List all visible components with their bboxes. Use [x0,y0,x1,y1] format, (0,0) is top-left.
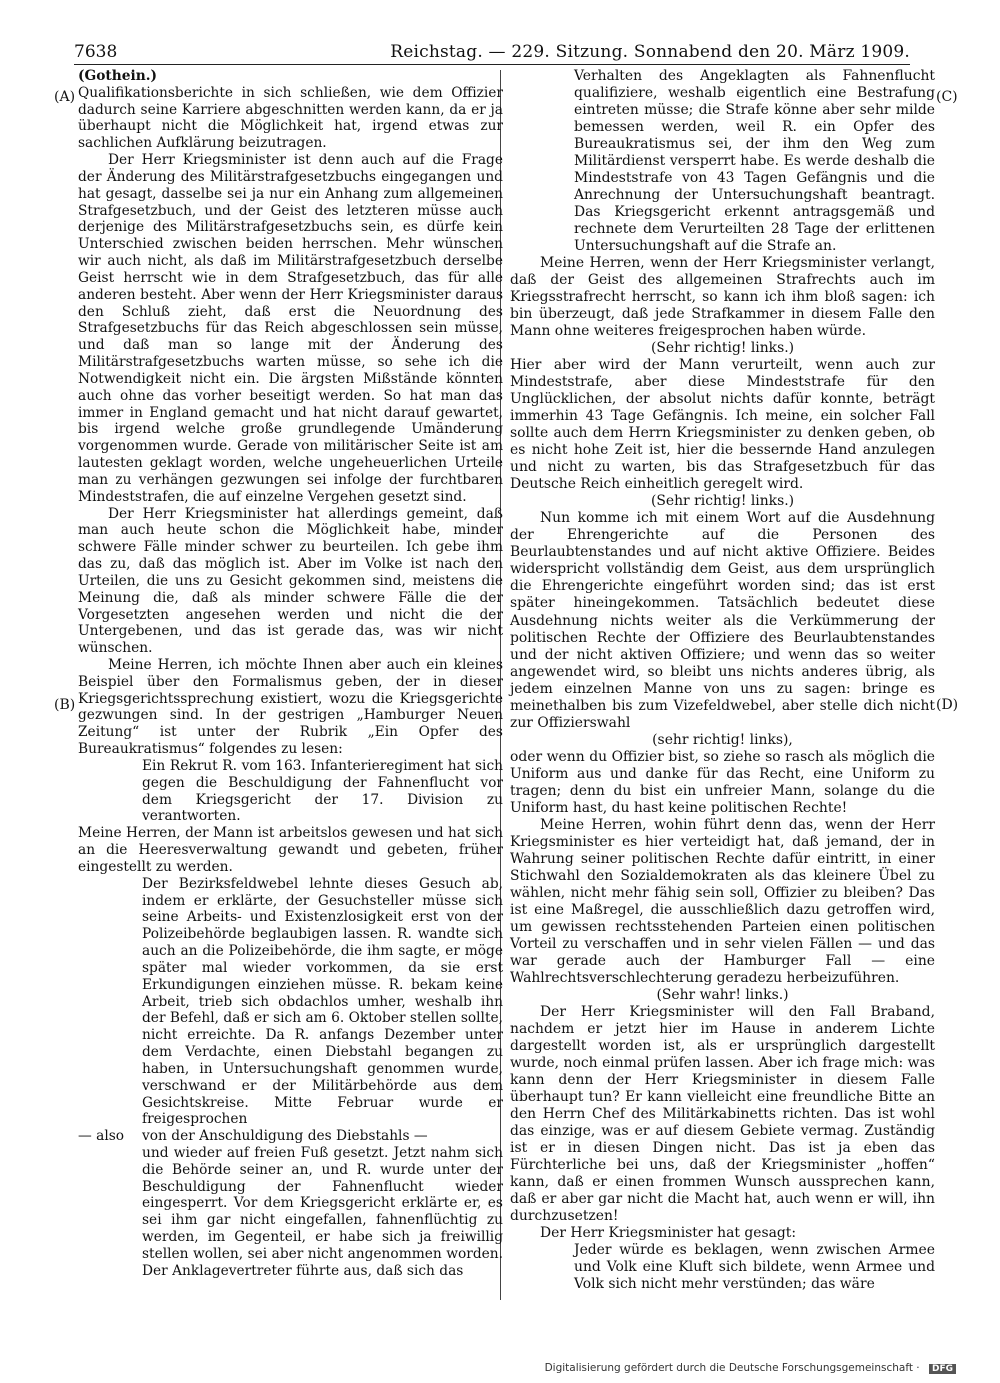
quote: Verhalten des Angeklagten als Fahnenflucht qualifiziere, weshalb eigentlich eine Bestrafung eintreten müsse; die Strafe könne aber sehr milde bemessen werden, weil R. ein Opfer des Bureaukratismus sei, der ihm den Weg zum Militärdienst versperrt habe. Es werde deshalb die Mindeststrafe von 43 Tagen Gefängnis und die Anrechnung der Untersuchungshaft beantragt. Das Kriegsgericht erkennt antragsgemäß und rechnete dem Verurteilten 28 Tage der erlittenen Untersuchungshaft auf die Strafe an. [574,68,935,255]
quote-lead: — also [78,1128,125,1145]
interjection: (sehr richtig! links), [652,731,793,748]
paragraph: Der Herr Kriegsminister ist denn auch auf die Frage der Änderung des Militärstrafgesetzbuchs eingegangen und hat gesagt, dasselbe sei ja nur ein Anhang zum allgemeinen Strafgesetzbuch, und der Geist des letzteren müsse auch derjenige des Militärstrafgesetzbuchs sein, es dürfe kein Unterschied zwischen beiden herrschen. Mehr wünschen wir auch nicht, als daß im Militärstrafgesetzbuch derselbe Geist herrscht wie in dem Strafgesetzbuch, das für alle anderen besteht. Aber wenn der Herr Kriegsminister daraus den Schluß zieht, daß erst die Neuordnung des Strafgesetzbuchs für das Reich abgeschlossen sein müsse, und daß man so lange mit der Änderung des Militärstrafgesetzbuchs warten müsse, so sehe ich die Notwendigkeit nicht ein. Die ärgsten Mißstände könnten auch ohne das vorher beseitigt werden. So hat man das immer in England gemacht und hat nicht darauf gewartet, bis irgend welche große grundlegende Umänderung vorgenommen wurde. Gerade von militärischer Seite ist am lautesten geklagt worden, welche ungeheuerlichen Urteile man zu verhängen gezwungen sei infolge der furchtbaren Mindeststrafen, die auf einzelne Vergehen gesetzt sind. [78,152,503,505]
credit-text: Digitalisierung gefördert durch die Deutsche Forschungsgemeinschaft · [544,1362,920,1374]
quote-interjection [78,1128,503,1145]
interjection: (Sehr wahr! links.) [656,986,789,1003]
paragraph: oder wenn du Offizier bist, so ziehe so rasch als möglich die Uniform aus und danke für das Recht, eine Uniform zu tragen; denn du bist ein unfreier Mann, solange du die Uniform hast, du hast keine politischen Rechte! [510,748,935,816]
digitization-credit [545,1362,956,1374]
quote: Jeder würde es beklagen, wenn zwischen Armee und Volk eine Kluft sich bildete, wenn Armee und Volk sich nicht mehr verstünden; das wäre [574,1242,935,1293]
paragraph: Meine Herren, wenn der Herr Kriegsminister verlangt, daß der Geist des allgemeinen Strafrechts auch im Kriegsstrafrecht herrscht, so kann ich ihm bloß sagen: ich bin überzeugt, daß jede Strafkammer in diesem Falle den Mann ohne weiteres freigesprochen haben würde. [510,255,935,340]
quote: von der Anschuldigung des Diebstahls — [142,1128,428,1145]
left-column [78,68,503,1280]
speaker-label: (Gothein.) [78,68,158,84]
margin-marker-b: (B) [54,697,76,713]
paragraph: Nun komme ich mit einem Wort auf die Ausdehnung der Ehrengerichte auf die Personen des Beurlaubtenstandes und auf nicht aktive Offiziere. Beides widerspricht vollständig dem Geist, aus dem ursprünglich die Ehrengerichte eingeführt worden sind; das ist erst später hineingekommen. Tatsächlich bedeutet diese Ausdehnung nichts weiter als die Verkümmerung der politischen Rechte der Offiziere des Beurlaubtenstandes und der nicht aktiven Offiziere; und wenn das so weiter angewendet wird, so bleibt uns nichts anderes übrig, als jedem einzelnen Manne von uns zu sagen: bringe es meinethalben bis zum Vizefeldwebel, aber stelle dich nicht zur Offizierswahl [510,510,935,731]
quote: Ein Rekrut R. vom 163. Infanterieregiment hat sich gegen die Beschuldigung der Fahnenflucht vor dem Kriegsgericht der 17. Division zu verantworten. [142,757,503,825]
margin-marker-d: (D) [936,697,959,713]
right-column [510,68,935,1293]
interjection: (Sehr richtig! links.) [650,493,795,510]
quote: Der Bezirksfeldwebel lehnte dieses Gesuch ab, indem er erklärte, der Gesuchsteller müsse sich seine Arbeits- und Existenzlosigkeit erst von der Polizeibehörde beglaubigen lassen. R. wandte sich auch an die Polizeibehörde, die ihm sagte, er möge später mal wieder vorkommen, da sie erst Erkundigungen einziehen müsse. R. bekam keine Arbeit, trieb sich obdachlos umher, weshalb ihn der Befehl, daß er sich am 6. Oktober stellen sollte, nicht erreichte. Da R. anfangs Dezember unter dem Verdachte, einen Diebstahl begangen zu haben, in Untersuchungshaft genommen wurde, verschwand er der Militärbehörde aus dem Gesichtskreise. Mitte Februar wurde er freigesprochen [142,875,503,1128]
page-header [74,42,910,66]
paragraph: Meine Herren, ich möchte Ihnen aber auch ein kleines Beispiel über den Formalismus geben, der in dieser Kriegsgerichtssprechung existiert, wozu die Kriegsgerichte gezwungen sind. In der gestrigen „Hamburger Neuen Zeitung“ ist unter der Rubrik „Ein Opfer des Bureaukratismus“ folgendes zu lesen: [78,656,503,758]
paragraph: Meine Herren, wohin führt denn das, wenn der Herr Kriegsminister es hier verteidigt hat, daß jemand, der in Wahrung seiner politischen Rechte dafür eintritt, in einer Stichwahl den Sozialdemokraten als das kleinere Übel zu wählen, nicht mehr fähig sein soll, Offizier zu bleiben? Das ist eine Maßregel, die ausschließlich dazu getroffen wird, um gewissen rechtsstehenden Parteien einen politischen Vorteil zu verschaffen und in sehr vielen Fällen — und das war gerade auch der Hamburger Fall — eine Wahlrechtsverschlechterung geradezu herbeizuführen. [510,816,935,986]
margin-marker-a: (A) [54,89,76,105]
interjection: (Sehr richtig! links.) [650,340,795,357]
paragraph: Der Herr Kriegsminister hat allerdings gemeint, daß man auch heute schon die Möglichkeit habe, minder schwere Fälle minder schwer zu beurteilen. Ich gebe ihm das zu, daß das möglich ist. Aber im Volke ist nach den Urteilen, die uns zu Gesicht gekommen sind, meistens die Meinung die, daß als minder schwere Fälle die der Vorgesetzten angesehen werden und nicht die der Untergebenen, und das ist gerade das, was wir nicht wünschen. [78,505,503,657]
paragraph: Meine Herren, der Mann ist arbeitslos gewesen und hat sich an die Heeresverwaltung gewandt und gebeten, früher eingestellt zu werden. [78,825,503,875]
header-rule [74,64,910,65]
paragraph: Hier aber wird der Mann verurteilt, wenn auch zur Mindeststrafe, aber diese Mindeststrafe für den Unglücklichen, der absolut nichts dafür konnte, beträgt immerhin 43 Tage Gefängnis. Ich meine, ein solcher Fall sollte auch dem Herrn Kriegsminister zu denken geben, ob es nicht hohe Zeit ist, hier die bessernde Hand anzulegen und nicht zu warten, bis das Strafgesetzbuch für das Deutsche Reich einheitlich geregelt wird. [510,357,935,493]
margin-marker-c: (C) [936,89,958,105]
page-number: 7638 [74,42,118,62]
paragraph: Der Herr Kriegsminister hat gesagt: [540,1225,797,1242]
dfg-logo: DFG [929,1364,956,1374]
paragraph: Der Herr Kriegsminister will den Fall Braband, nachdem er jetzt hier im Hause in anderem Lichte dargestellt worden ist, als er ursprünglich dargestellt wurde, noch einmal prüfen lassen. Aber ich frage mich: was kann denn der Herr Kriegsminister in diesem Falle überhaupt tun? Er kann vielleicht eine freundliche Bitte an den Herrn Chef des Militärkabinetts richten. Das ist wohl das einzige, was er auf diesem Gebiete vermag. Zuständig ist er in diesen Dingen nicht. Das ist ja eben das Fürchterliche bei uns, daß der Kriegsminister „hoffen“ kann, daß er einen frommen Wunsch aussprechen kann, daß er aber gar nicht die Macht hat, auch wenn er will, ihn durchzusetzen! [510,1003,935,1225]
quote: und wieder auf freien Fuß gesetzt. Jetzt nahm sich die Behörde seiner an, und R. wurde unter der Beschuldigung der Fahnenflucht wieder eingesperrt. Vor dem Kriegsgericht erklärte er, es sei ihm gar nicht eingefallen, fahnenflüchtig zu werden, im Gegenteil, er habe sich ja freiwillig stellen wollen, sei aber nicht angenommen worden. Der Anklagevertreter führte aus, daß sich das [142,1145,503,1279]
running-title: Reichstag. — 229. Sitzung. Sonnabend den 20. März 1909. [390,42,910,62]
paragraph: Qualifikationsberichte in sich schließen, wie dem Offizier dadurch seine Karriere abgeschnitten werden kann, da er ja überhaupt nicht die Möglichkeit hat, irgend etwas zur sachlichen Aufklärung beizutragen. [78,84,503,152]
